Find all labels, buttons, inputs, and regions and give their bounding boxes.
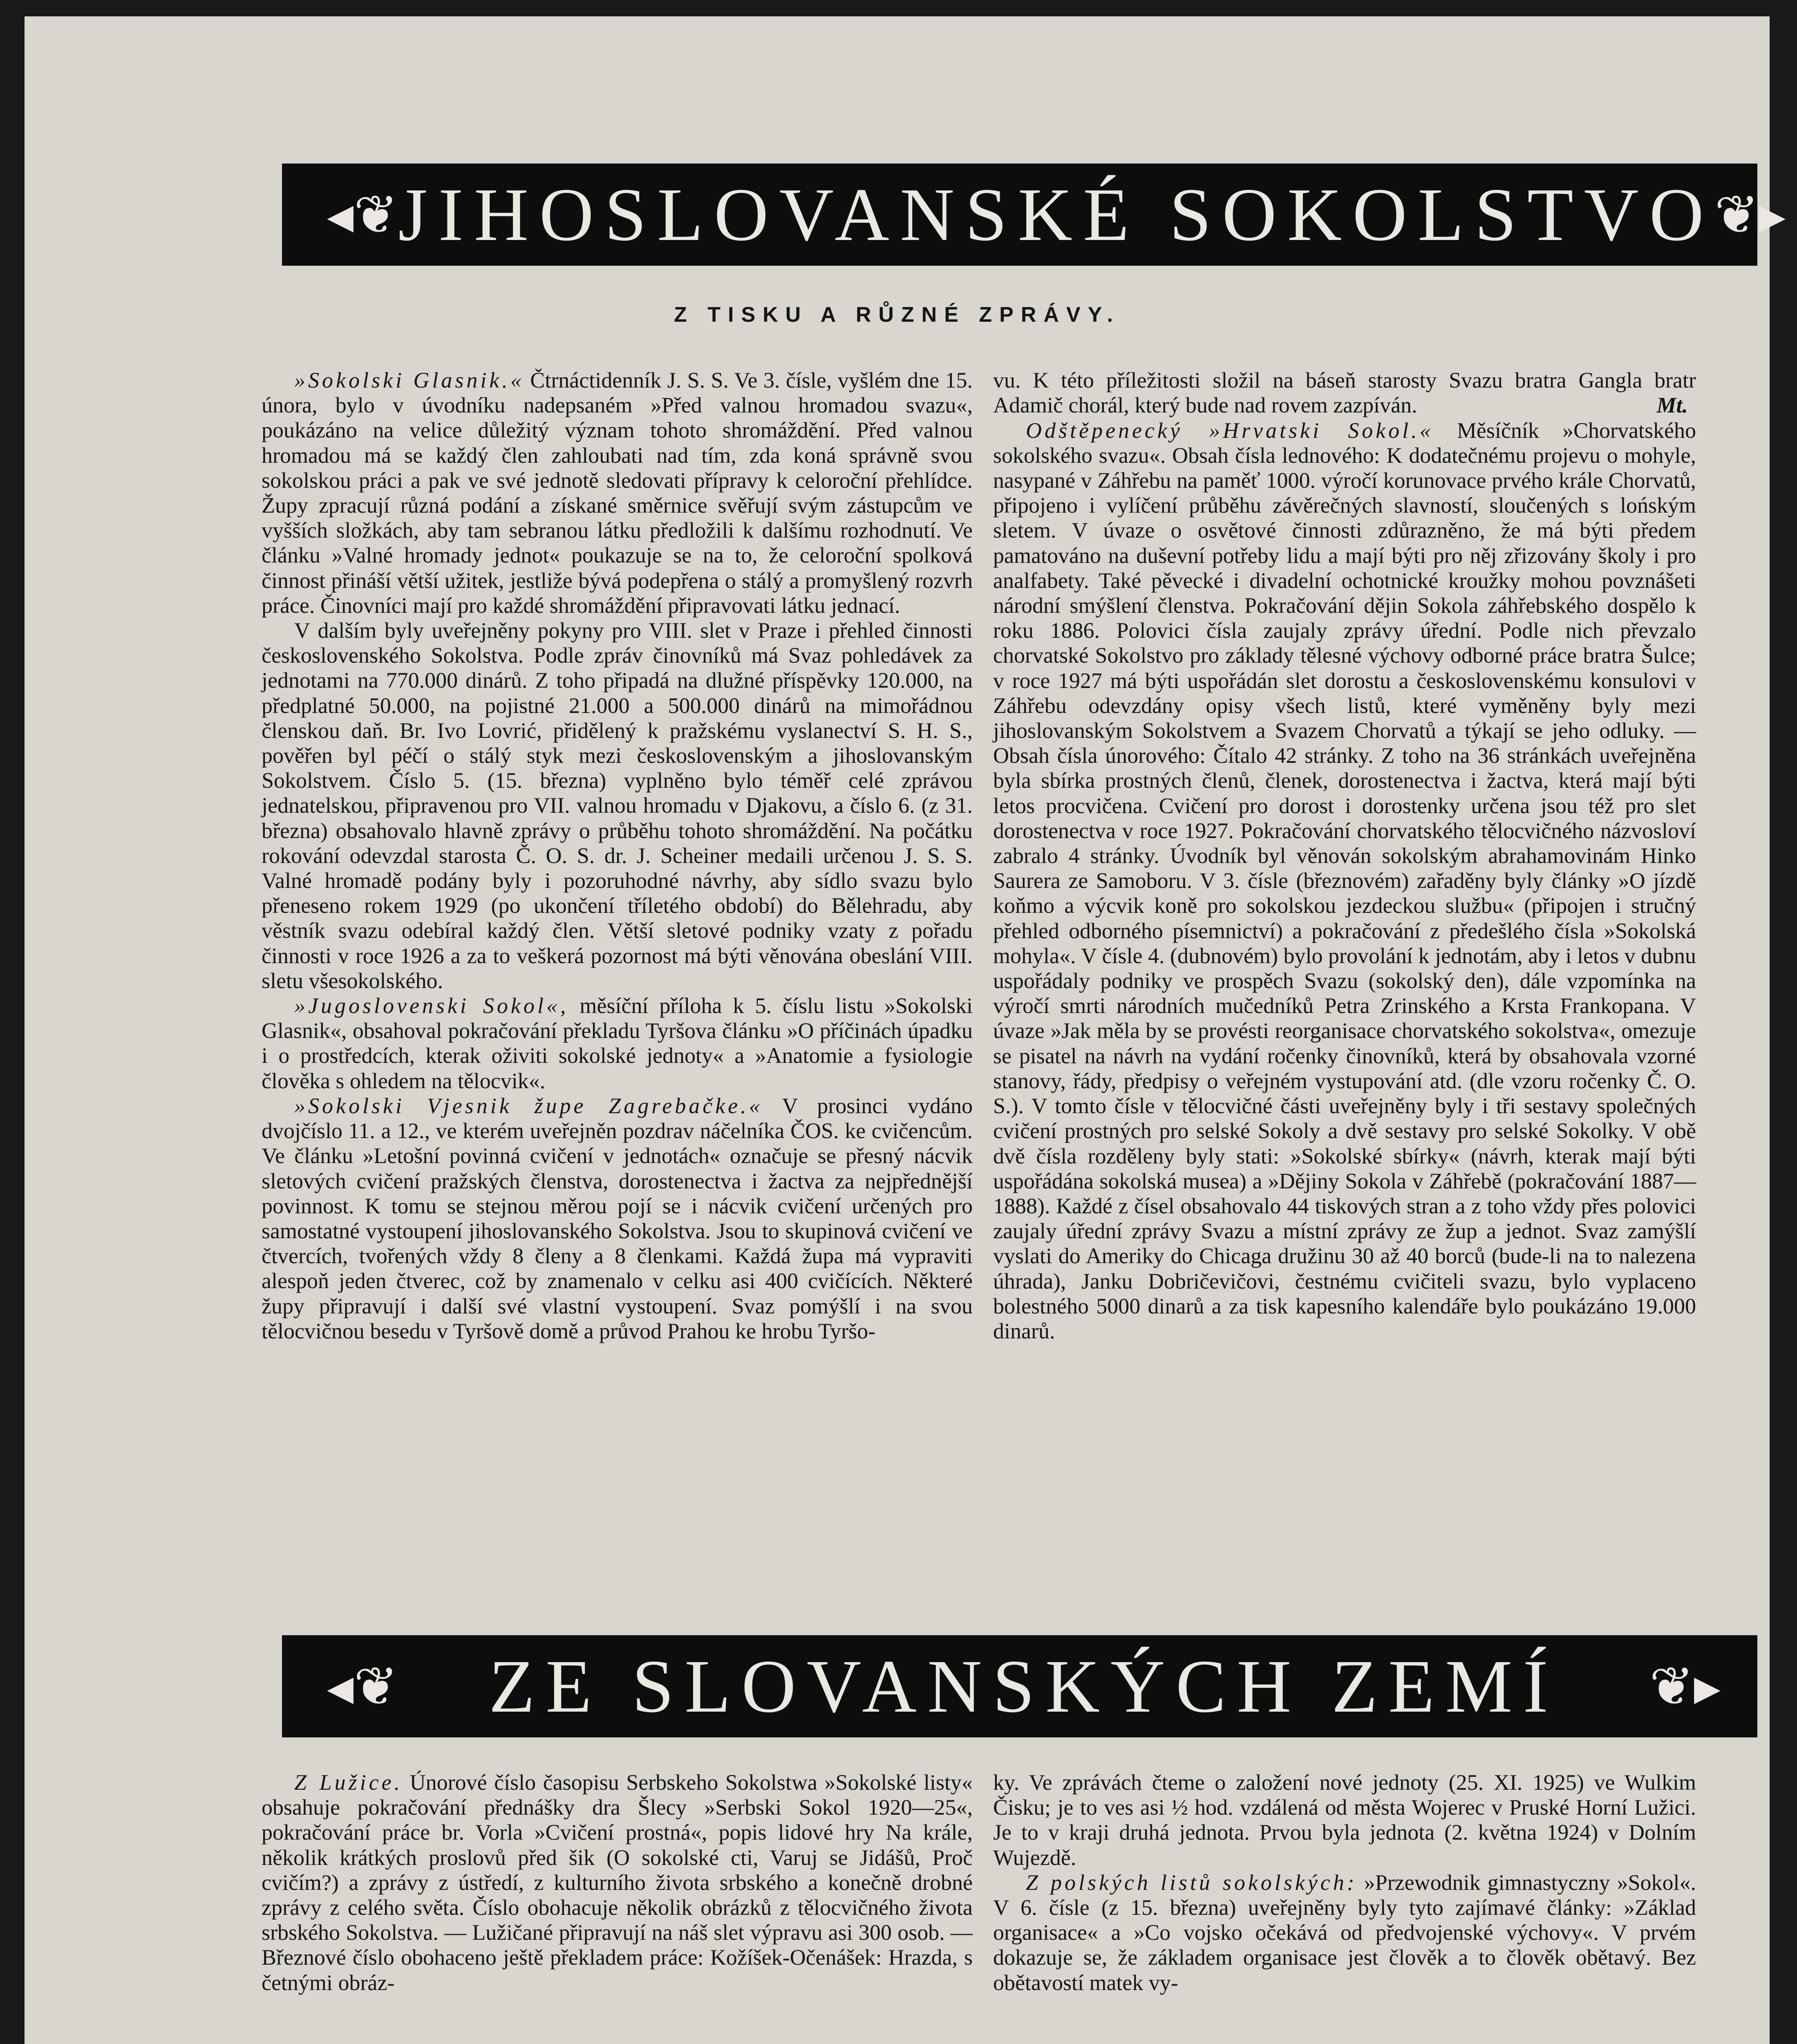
article-paragraph: V dalším byly uveřejněny pokyny pro VIII. slet v Praze i přehled činnosti československého Sokolstva. Podle zpráv činovníků má Svaz pohledávek za jednotami na 770.000 dinárů. Z toho připadá na dlužné příspěvky 120.000, na předplatné 50.000, na pojistné 21.000 a 500.000 dinárů na mimořádnou členskou daň. Br. Ivo Lovrić, přidělený k pražskému vyslanectví S. H. S., pověřen byl péčí o stálý styk mezi československým a jihoslovanským Sokolstvem. Číslo 5. (15. března) vyplněno bylo téměř celé zprávou jednatelskou, připravenou pro VII. valnou hromadu v Djakovu, a číslo 6. (z 31. března) obsahovalo hlavně zprávy o průběhu tohoto shromáždění. Na počátku rokování odevzdal starosta Č. O. S. dr. J. Scheiner medaili určenou J. S. S. Valné hromadě podány byly i pozoruhodné návrhy, aby sídlo svazu bylo přeneseno rokem 1929 (po ukončení tříletého období) do Bělehradu, aby věstník svazu odebíral každý člen. Větší sletové podniky vzaty z pořadu činnosti v roce 1926 a za to veškerá pozornost má býti věnována obeslání VIII. sletu všesokolského. — [262, 618, 973, 993]
author-signature: Mt. — [1656, 393, 1688, 418]
article-title: »Sokolski Glasnik.« — [294, 368, 524, 392]
article-title: Z polských listů sokolských: — [1026, 1870, 1357, 1895]
article-paragraph — [262, 1094, 973, 1344]
magazine-page — [25, 16, 1786, 2044]
ornament-left-icon: ◂❦ — [327, 1655, 398, 1717]
article-text: měsíční příloha k 5. číslu listu »Sokolski Glasnik«, obsahoval pokračování překladu Tyršova článku »O příčinách úpadku i o prostředcích, kterak oživiti sokolské jednoty« a »Anatomie a fysiologie člověka s ohledem na tělocvik«. — [262, 993, 973, 1093]
section-banner-top — [282, 164, 1786, 266]
ornament-right-icon: ❦▸ — [1714, 184, 1786, 246]
article-text: Čtrnáctidenník J. S. S. Ve 3. čísle, vyšlém dne 15. února, bylo v úvodníku nadepsaném »Před valnou hromadou svazu«, poukázáno na velice důležitý význam tohoto shromáždění. Před valnou hromadou má se každý člen zahloubati nad tím, zda koná správně svou sokolskou práci a pak ve své jednotě sledovati přípravy k celoroční přehlídce. Župy zpracují různá podání a získané směrnice svěřují svým zástupcům ve vyšších složkách, aby tam sebranou látku předložili k dalšímu rozhodnutí. Ve článku »Valné hromady jednot« poukazuje se na to, že celoroční spolková činnost přináší větší užitek, jestliže bývá podepřena o stálý a promyšlený rozvrh práce. Činovníci mají pro každé shromáždění připravovati látku jednací. — [262, 368, 973, 618]
article-title: Odštěpenecký »Hrvatski Sokol.« — [1026, 418, 1434, 443]
section-banner-bottom — [282, 1635, 1757, 1737]
article-title: Z Lužice. — [294, 1770, 403, 1795]
ornament-left-icon: ◂❦ — [327, 184, 398, 246]
article-text: V prosinci vydáno dvojčíslo 11. a 12., ve kterém uveřejněn pozdrav náčelníka ČOS. ke cvičencům. Ve článku »Letošní povinná cvičení v jednotách« označuje se přesný nácvik sletových cvičení pražských členstva, dorostenectva i žactva za nejpřednější povinnost. K tomu se stejnou měrou pojí se i nácvik cvičení určených pro samostatné vystoupení jihoslovanského Sokolstva. Jsou to skupinová cvičení ve čtvercích, tvořených vždy 8 členy a 8 členkami. Každá župa má vypraviti alespoň jeden čtverec, což by znamenalo v celku asi 400 cvičících. Některé župy připravují i další své vlastní vystoupení. Svaz pomýšlí i na svou tělocvičnou besedu v Tyršově domě a průvod Prahou ke hrobu Tyršo- — [262, 1093, 973, 1343]
column-right-top — [993, 368, 1696, 1344]
article-text: »Przewodnik gimnastyczny »Sokol«. V 6. čísle (z 15. března) uveřejněny byly tyto zajímavé články: »Základ organisace« a »Co vojsko očekává od předvojenské výchovy«. V prvém dokazuje se, že základem organisace jest člověk a to člověk obětavý. Bez obětavostí matek vy- — [993, 1870, 1696, 1995]
section-subheading: Z TISKU A RŮZNÉ ZPRÁVY. — [674, 303, 1120, 327]
column-left-top — [262, 368, 973, 1344]
article-paragraph: vu. K této příležitosti složil na báseň starosty Svazu bratra Gangla bratr Adamič chorál, který bude nad rovem zazpíván. — [993, 368, 1696, 418]
article-paragraph — [262, 1770, 973, 1995]
article-title: »Sokolski Vjesnik župe Zagrebačke.« — [294, 1093, 763, 1118]
column-right-bottom — [993, 1770, 1696, 1995]
article-title: »Jugoslovenski Sokol«, — [294, 993, 569, 1018]
article-text: Měsíčník »Chorvatského sokolského svazu«. Obsah čísla lednového: K dodatečnému projevu o mohyle, nasypané v Záhřebu na paměť 1000. výročí korunovace prvého krále Chorvatů, připojeno i vylíčení průběhu závěrečných slavností, sloučených s lońským sletem. V úvaze o osvětové činnosti zdůrazněno, že má býti předem pamatováno na duševní potřeby lidu a mají býti pro něj zřizovány školy i pro analfabety. Také pěvecké i divadelní ochotnické kroužky mohou povznášeti národní smýšlení členstva. Pokračování dějin Sokola záhřebského dospělo k roku 1886. Polovici čísla zaujaly zprávy úřední. Podle nich převzalo chorvatské Sokolstvo pro základy tělesné výchovy odborné práce bratra Šulce; v roce 1927 má býti uspořádán slet dorostu a československému konsulovi v Záhřebu odevzdány opisy všech listů, které vyměněny byly mezi jihoslovanským Sokolstvem a Svazem Chorvatů a týkají se jeho odluky. — Obsah čísla únorového: Čítalo 42 stránky. Z toho na 36 stránkách uveřejněna byla sbírka prostných členů, členek, dorostenectva i žactva, která mají býti letos procvičena. Cvičení pro dorost i dorostenky určena jsou též pro slet dorostenectva v roce 1927. Pokračování chorvatského tělocvičného názvosloví zabralo 4 stránky. Úvodník byl věnován sokolským abrahamovinám Hinko Saurera ze Samoboru. V 3. čísle (březnovém) zařaděny byly články »O jízdě koňmo a výcvik koně pro sokolskou jezdeckou službu« (připojen i stručný přehled odborného písemnictví) a pokračování z předešlého čísla »Sokolská mohyla«. V čísle 4. (dubnovém) bylo provolání k jednotám, aby i letos v dubnu uspořádaly podniky ve prospěch Svazu (sokolský den), dále vzpomínka na výročí smrti národních mučedníků Petra Zrinského a Krsta Frankopana. V úvaze »Jak měla by se provésti reorganisace chorvatského sokolstva«, omezuje se pisatel na návrh na vydání ročenky činovníků, která by obsahovala vzorné stanovy, řády, předpisy o veřejném vystupování atd. (dle vzoru ročenky Č. O. S.). V tomto čísle v tělocvičné části uveřejněny byly i tři sestavy společných cvičení prostných pro selské Sokoly a dvě sestavy pro selské Sokolky. V obě dvě čísla rozděleny byly stati: »Sokolské sbírky« (návrh, kterak mají býti uspořádána sokolská musea) a »Dějiny Sokola v Záhřebě (pokračování 1887—1888). Každé z čísel obsahovalo 44 tiskových stran a z toho vždy přes polovici zaujaly úřední zprávy Svazu a místní zprávy ze žup a jednot. Svaz zamýšlí vyslati do Ameriky do Chicaga družinu 30 až 40 borců (bude-li na to nalezena úhrada), Janku Dobričevičovi, čestnému cvičiteli svazu, bylo vyplaceno bolestného 5000 dinarů a za tisk kapesního kalendáře bylo poukázáno 19.000 dinarů. — [993, 418, 1696, 1343]
article-text: Únorové číslo časopisu Serbskeho Sokolstwa »Sokolské listy« obsahuje pokračování přednášky dra Šlecy »Serbski Sokol 1920—25«, pokračování práce br. Vorla »Cvičení prostná«, popis lidové hry Na krále, několik krátkých proslovů před šik (O sokolské cti, Varuj se Jidášů, Proč cvičím?) a zprávy z ústředí, z kulturního života srbského a konečně drobné zprávy z celého světa. Číslo obohacuje několik obrázků z tělocvičného života srbského Sokolstva. — Lužičané připravují na náš slet výpravu asi 300 osob. — Březnové číslo obohaceno ještě překladem práce: Kožíšek-Očenášek: Hrazda, s četnými obráz- — [262, 1770, 973, 1995]
article-paragraph — [262, 368, 973, 618]
section-title: JIHOSLOVANSKÉ SOKOLSTVO — [398, 173, 1714, 257]
article-paragraph — [993, 1870, 1696, 1995]
article-paragraph — [993, 418, 1696, 1344]
article-paragraph: ky. Ve zprávách čteme o založení nové jednoty (25. XI. 1925) ve Wulkim Čisku; je to ves asi ½ hod. vzdálená od města Wojerec v Pruské Horní Lužici. Je to v kraji druhá jednota. Prvou byla jednota (2. května 1924) v Dolním Wujezdě. — [993, 1770, 1696, 1870]
article-paragraph — [262, 993, 973, 1094]
ornament-right-icon: ❦▸ — [1649, 1655, 1721, 1717]
section-title: ZE SLOVANSKÝCH ZEMÍ — [488, 1644, 1559, 1728]
column-left-bottom — [262, 1770, 973, 1995]
